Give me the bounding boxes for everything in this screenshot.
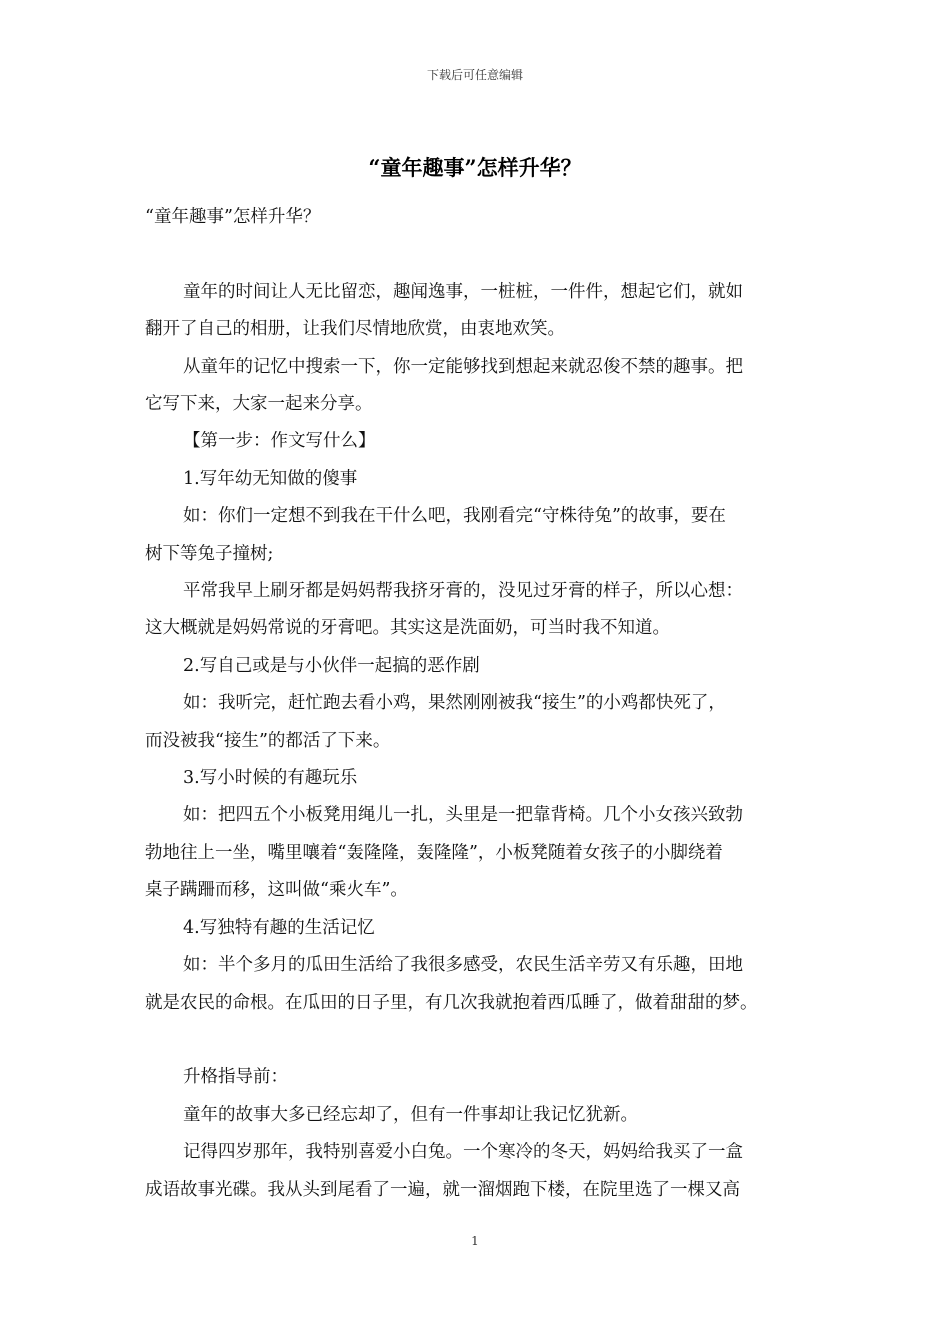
blank-line (145, 236, 810, 273)
item-heading-4: 4.写独特有趣的生活记忆 (183, 917, 375, 938)
item-heading-1: 1.写年幼无知做的傻事 (183, 468, 358, 489)
page-number: 1 (471, 1234, 479, 1248)
example-paragraph-3: 如：我听完，赶忙跑去看小鸡，果然刚刚被我“接生”的小鸡都快死了， 而没被我“接生”的都活了下来。 (145, 693, 726, 751)
document-body (145, 199, 810, 1209)
paragraph-search: 从童年的记忆中搜索一下，你一定能够找到想起来就忍俊不禁的趣事。把 它写下来，大家一起来分享。 (145, 356, 743, 415)
story-paragraph-2: 记得四岁那年，我特别喜爱小白兔。一个寒冷的冬天，妈妈给我买了一盒 成语故事光碟。我从头到尾看了一遍，就一溜烟跑下楼，在院里选了一棵又高 (145, 1142, 743, 1200)
example-paragraph-1: 如：你们一定想不到我在干什么吧，我刚看完“守株待兔”的故事，要在 树下等兔子撞树; (145, 506, 726, 564)
subtitle-line: “童年趣事”怎样升华？ (145, 207, 321, 227)
example-paragraph-5: 如：半个多月的瓜田生活给了我很多感受，农民生活辛劳又有乐趣，田地 就是农民的命根。在瓜田的日子里，有几次我就抱着西瓜睡了，做着甜甜的梦。 (145, 955, 758, 1013)
item-heading-2: 2.写自己或是与小伙伴一起搞的恶作剧 (183, 655, 480, 676)
example-paragraph-2: 平常我早上刷牙都是妈妈帮我挤牙膏的，没见过牙膏的样子，所以心想： 这大概就是妈妈常说的牙膏吧。其实这是洗面奶，可当时我不知道。 (145, 581, 743, 639)
paragraph-intro: 童年的时间让人无比留恋，趣闻逸事，一桩桩，一件件，想起它们，就如 翻开了自己的相册，让我们尽情地欣赏，由衷地欢笑。 (145, 281, 743, 340)
item-heading-3: 3.写小时候的有趣玩乐 (183, 768, 358, 789)
page-title: “童年趣事”怎样升华？ (368, 155, 582, 180)
header-note: 下载后可任意编辑 (426, 68, 523, 82)
story-paragraph-1: 童年的故事大多已经忘却了，但有一件事却让我记忆犹新。 (183, 1104, 638, 1125)
section-heading-before: 升格指导前： (183, 1067, 288, 1088)
example-paragraph-4: 如：把四五个小板凳用绳儿一扎，头里是一把靠背椅。几个小女孩兴致勃 勃地往上一坐，嘴里嚷着“轰隆隆，轰隆隆”，小板凳随着女孩子的小脚绕着 桌子蹒跚而移，这叫做“乘火车”。 (145, 805, 743, 901)
section-heading-step1: 【第一步：作文写什么】 (183, 431, 376, 452)
blank-line (145, 1022, 810, 1059)
